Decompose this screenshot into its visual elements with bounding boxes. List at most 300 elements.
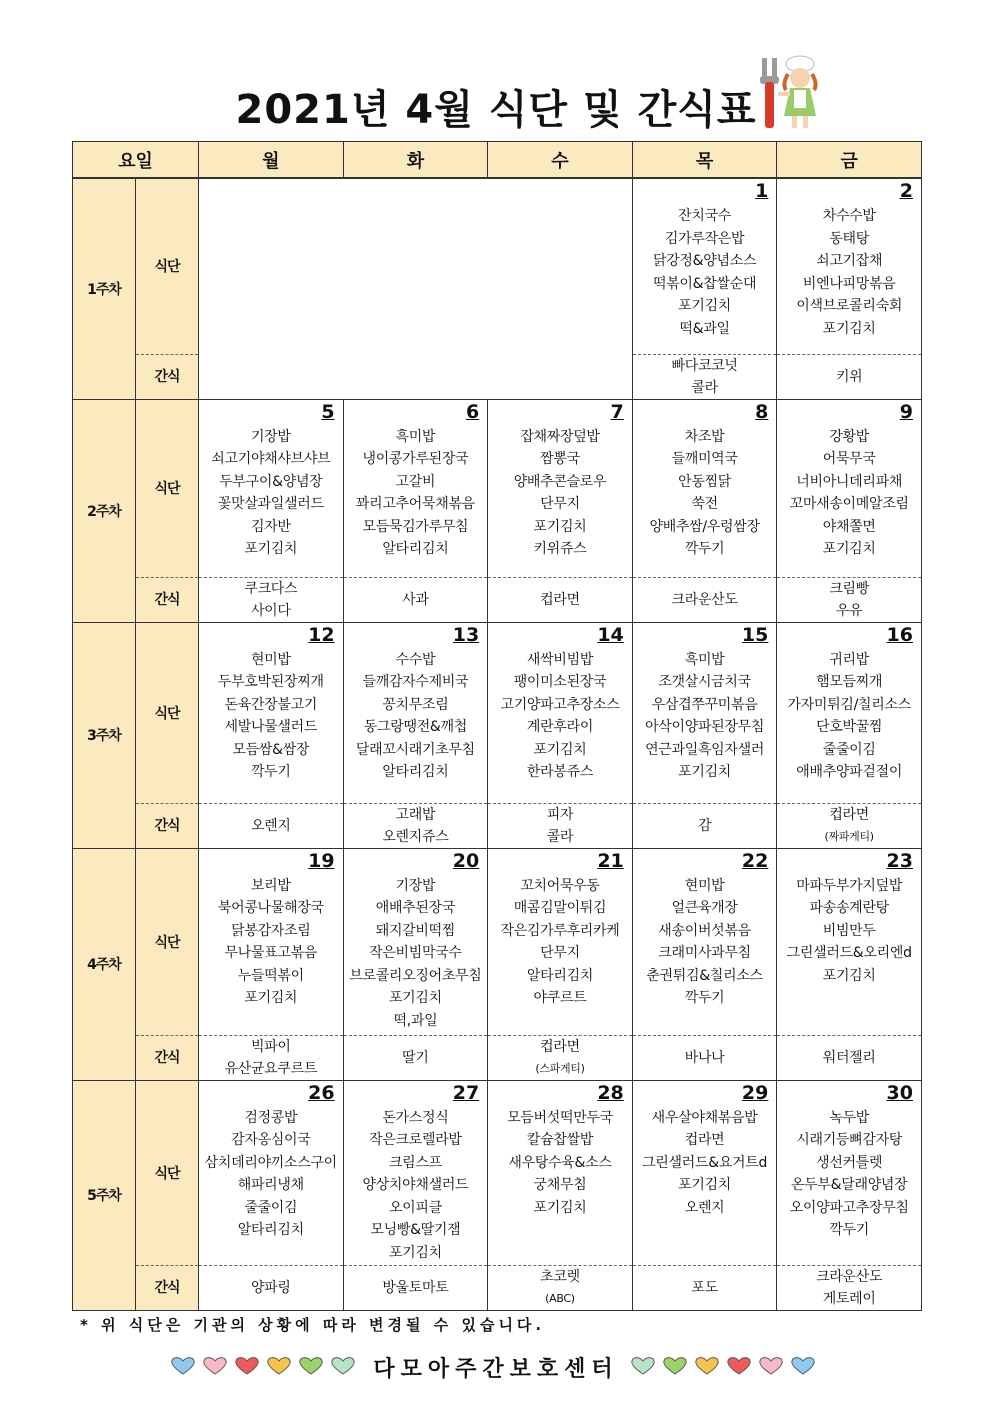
day-meal-cell — [199, 399, 344, 577]
meal-item: 짬뽕국 — [540, 451, 580, 467]
meal-item: 들깨미역국 — [671, 451, 738, 467]
meal-item: 알타리김치 — [382, 764, 449, 780]
meal-item: 단호박꿀찜 — [816, 719, 883, 735]
meal-item: 닭강정&양념소스 — [652, 253, 757, 269]
meal-item: 포기김치 — [244, 990, 298, 1006]
week-meal-row — [73, 178, 922, 354]
meal-item: 생선커틀렛 — [816, 1154, 883, 1171]
day-meal-cell — [343, 622, 488, 803]
meal-item: 계란후라이 — [526, 719, 594, 735]
meal-item: 크림스프 — [388, 1154, 442, 1171]
day-snack-cell — [199, 803, 344, 848]
meal-item: 너비아니데리파채 — [796, 473, 903, 490]
week-label: 1주차 — [73, 178, 136, 399]
date-value: 1 — [755, 180, 769, 202]
date-value: 22 — [741, 849, 769, 872]
date-value: 2 — [899, 180, 913, 202]
meal-item: 북어콩나물해장국 — [217, 900, 324, 916]
day-meal-cell — [632, 622, 777, 803]
meal-item: 포기김치 — [822, 320, 876, 337]
date-value: 26 — [308, 1081, 335, 1104]
week-label: 5주차 — [73, 1080, 136, 1310]
meal-item: 깍두기 — [250, 764, 291, 780]
snack-item: 워터젤리 — [822, 1049, 876, 1066]
menu-table — [72, 141, 922, 1311]
chef-girl-illustration — [752, 54, 832, 132]
week-snack-row — [73, 1035, 922, 1080]
meal-item: 포기김치 — [822, 541, 876, 557]
date-number — [344, 400, 488, 426]
week-label: 2주차 — [73, 399, 136, 622]
meal-item: 쇠고기야채샤브샤브 — [211, 451, 331, 467]
snack-item: 방울토마토 — [382, 1279, 449, 1296]
meal-item: 삼치데리야끼소스구이 — [204, 1154, 337, 1171]
header-fri: 금 — [777, 142, 922, 179]
date-number — [488, 1081, 632, 1107]
meal-item: 어묵무국 — [822, 451, 876, 467]
meal-items — [633, 205, 777, 340]
meal-item: 알타리김치 — [237, 1222, 304, 1238]
meal-item: 아삭이양파된장무침 — [645, 719, 765, 735]
day-snack-cell — [343, 803, 488, 848]
meal-item: 포기김치 — [533, 518, 587, 535]
snack-item: 바나나 — [684, 1049, 725, 1066]
day-meal-cell — [777, 622, 922, 803]
date-number — [777, 623, 921, 649]
week-label: 4주차 — [73, 848, 136, 1080]
meal-item: 포기김치 — [678, 1177, 732, 1193]
meal-item: 꽃맛살과일샐러드 — [217, 496, 324, 512]
meal-item: 우삼겹쭈꾸미볶음 — [651, 696, 758, 713]
meal-item: 모듬버섯떡만두국 — [507, 1109, 613, 1126]
meal-item: 조갯살시금치국 — [658, 674, 751, 690]
meal-item: 시래기등뼈감자탕 — [796, 1132, 903, 1148]
meal-item: 포기김치 — [533, 741, 587, 758]
date-number — [488, 849, 632, 875]
meal-item: 두부호박된장찌개 — [217, 674, 324, 690]
meal-items — [199, 1107, 343, 1242]
day-snack-cell — [343, 1035, 488, 1080]
meal-item: 꽁치무조림 — [382, 696, 449, 713]
meal-item: 잡채짜장덮밥 — [520, 428, 600, 445]
meal-item: 그린샐러드&요거트d — [642, 1154, 768, 1171]
date-value: 15 — [741, 623, 769, 646]
date-value: 16 — [886, 623, 913, 646]
meal-item: 크래미사과무침 — [658, 945, 751, 961]
day-meal-cell — [199, 622, 344, 803]
day-snack-cell — [632, 1035, 777, 1080]
meal-label: 식단 — [136, 399, 199, 577]
day-snack-cell — [777, 1265, 922, 1310]
meal-item: 양상치야채샐러드 — [362, 1177, 469, 1193]
day-snack-cell — [343, 577, 488, 622]
snack-item: 고래밥 — [395, 806, 436, 823]
day-meal-cell — [632, 848, 777, 1035]
snack-item: 크라운산도 — [816, 1268, 883, 1285]
day-snack-cell — [632, 577, 777, 622]
date-number — [344, 1081, 488, 1107]
meal-item: 새우살야채볶음밥 — [651, 1109, 758, 1126]
snack-item: 감 — [697, 817, 712, 834]
heart-icon — [758, 1356, 784, 1376]
date-number — [777, 849, 921, 875]
snack-item: 우유 — [835, 602, 863, 619]
meal-item: 매콤김말이튀김 — [513, 900, 607, 916]
heart-icon — [234, 1356, 260, 1376]
date-value: 28 — [597, 1081, 624, 1104]
snack-item: 컵라면 — [540, 1038, 580, 1055]
meal-item: 감자옹심이국 — [231, 1132, 311, 1148]
heart-icon — [630, 1356, 656, 1376]
snack-item: 컵라면 — [540, 591, 580, 608]
date-number — [777, 1081, 921, 1107]
date-value: 27 — [452, 1081, 480, 1104]
meal-item: 깍두기 — [684, 990, 725, 1006]
meal-item: 팽이미소된장국 — [513, 674, 607, 690]
date-value: 30 — [886, 1081, 913, 1104]
week-meal-row — [73, 622, 922, 803]
meal-item: 흑미밥 — [684, 651, 725, 668]
meal-items — [777, 649, 921, 784]
day-snack-cell — [199, 1035, 344, 1080]
meal-item: 꽈리고추어묵채볶음 — [355, 496, 475, 512]
day-meal-cell — [343, 1080, 488, 1265]
day-snack-cell — [777, 803, 922, 848]
snack-item: (ABC) — [545, 1291, 575, 1305]
meal-item: 냉이콩가루된장국 — [362, 451, 469, 467]
meal-item: 작은비빔막국수 — [369, 945, 462, 961]
meal-item: 무나물표고볶음 — [224, 945, 318, 961]
hearts-left — [170, 1356, 362, 1380]
day-meal-cell — [777, 848, 922, 1035]
meal-item: 들깨감자수제비국 — [362, 674, 469, 690]
meal-items — [633, 649, 777, 784]
hearts-right — [630, 1356, 822, 1380]
day-snack-cell — [199, 1265, 344, 1310]
heart-icon — [298, 1356, 324, 1376]
snack-item: 크림빵 — [829, 580, 869, 597]
footer — [0, 1352, 992, 1383]
meal-item: 브로콜리오징어초무침 — [349, 967, 482, 984]
day-meal-cell — [632, 399, 777, 577]
snack-item: 빅파이 — [250, 1038, 291, 1055]
snack-item: 키위 — [835, 368, 863, 385]
meal-items — [488, 649, 632, 784]
week-snack-row — [73, 1265, 922, 1310]
snack-label: 간식 — [136, 1265, 199, 1310]
snack-item: 양파링 — [250, 1279, 291, 1296]
meal-item: 포기김치 — [533, 1199, 587, 1216]
day-snack-cell — [632, 1265, 777, 1310]
day-meal-cell — [343, 848, 488, 1035]
meal-item: 양배추콘슬로우 — [513, 473, 607, 490]
meal-item: 기장밥 — [250, 428, 291, 445]
meal-item: 김자반 — [250, 518, 291, 535]
meal-item: 현미밥 — [250, 651, 291, 668]
meal-item: 두부구이&양념장 — [219, 473, 323, 490]
date-number — [199, 849, 343, 875]
meal-item: 잔치국수 — [678, 208, 732, 224]
meal-item: 양배추쌈/우렁쌈장 — [649, 518, 760, 535]
date-number — [488, 400, 632, 426]
snack-item: 딸기 — [402, 1049, 429, 1066]
header-wed: 수 — [488, 142, 633, 179]
date-number — [777, 179, 921, 205]
heart-icon — [330, 1356, 356, 1376]
meal-item: 차조밥 — [684, 428, 725, 445]
meal-items — [633, 426, 777, 561]
meal-label: 식단 — [136, 848, 199, 1035]
snack-item: 유산균요쿠르트 — [224, 1060, 318, 1077]
date-value: 9 — [899, 400, 913, 423]
meal-item: 춘권튀김&칠리소스 — [646, 967, 763, 984]
date-number — [633, 179, 777, 205]
day-meal-cell — [199, 1080, 344, 1265]
snack-item: 쿠크다스 — [244, 580, 298, 597]
day-meal-cell — [777, 1080, 922, 1265]
snack-label: 간식 — [136, 803, 199, 848]
date-number — [199, 623, 343, 649]
snack-item: 포도 — [691, 1279, 718, 1296]
meal-item: 포기김치 — [244, 541, 298, 557]
meal-items — [199, 875, 343, 1010]
day-snack-cell — [632, 354, 777, 399]
meal-item: 기장밥 — [395, 877, 436, 894]
meal-item: 그린샐러드&오리엔d — [786, 945, 912, 961]
meal-item: 연근과일흑임자샐러 — [645, 741, 765, 758]
meal-item: 동태탕 — [829, 230, 869, 247]
snack-item: 오렌지 — [250, 817, 291, 834]
day-snack-cell — [199, 577, 344, 622]
meal-items — [488, 426, 632, 561]
meal-item: 줄줄이김 — [822, 741, 876, 758]
meal-item: 고갈비 — [395, 473, 436, 490]
meal-label: 식단 — [136, 1080, 199, 1265]
snack-item: 빠다코코넛 — [671, 357, 738, 374]
snack-label: 간식 — [136, 1035, 199, 1080]
meal-item: 포기김치 — [388, 1244, 442, 1261]
meal-item: 작은김가루후리카케 — [500, 922, 620, 939]
meal-item: 강황밥 — [829, 428, 869, 445]
meal-items — [488, 875, 632, 1010]
snack-item: 크라운산도 — [671, 591, 738, 608]
heart-icon — [202, 1356, 228, 1376]
meal-label: 식단 — [136, 622, 199, 803]
meal-items — [344, 649, 488, 784]
heart-icon — [694, 1356, 720, 1376]
notice-text: * 위 식단은 기관의 상황에 따라 변경될 수 있습니다. — [80, 1316, 546, 1334]
meal-items — [777, 426, 921, 561]
center-name: 다모아주간보호센터 — [373, 1357, 619, 1382]
meal-item: 오이피클 — [388, 1199, 442, 1216]
date-value: 21 — [597, 849, 624, 872]
day-snack-cell — [488, 1035, 633, 1080]
meal-item: 안동찜닭 — [678, 473, 732, 490]
day-meal-cell — [632, 178, 777, 354]
week-meal-row — [73, 399, 922, 577]
meal-item: 가자미튀김/칠리소스 — [787, 696, 911, 713]
meal-item: 세발나물샐러드 — [224, 719, 318, 735]
meal-item: 달래꼬시래기초무침 — [355, 741, 475, 758]
snack-item: 피자 — [546, 806, 574, 823]
snack-item: 사이다 — [250, 602, 291, 619]
meal-item: 차수수밥 — [822, 208, 876, 224]
date-value: 14 — [597, 623, 624, 646]
snack-item: (짜파게티) — [824, 829, 874, 843]
snack-label: 간식 — [136, 354, 199, 399]
meal-item: 쇠고기잡채 — [816, 253, 883, 269]
meal-item: 떡,과일 — [393, 1012, 438, 1029]
header-thu: 목 — [632, 142, 777, 179]
meal-item: 보리밥 — [250, 877, 291, 894]
meal-item: 궁채무침 — [533, 1177, 587, 1193]
day-meal-cell — [199, 848, 344, 1035]
week-meal-row — [73, 1080, 922, 1265]
day-snack-cell — [488, 577, 633, 622]
meal-items — [777, 205, 921, 340]
meal-items — [199, 426, 343, 561]
meal-item: 포기김치 — [388, 990, 442, 1006]
meal-item: 한라봉쥬스 — [526, 764, 594, 780]
day-meal-cell — [488, 1080, 633, 1265]
empty-days-cell — [199, 178, 633, 399]
meal-item: 새싹비빔밥 — [526, 651, 594, 668]
meal-item: 깍두기 — [829, 1222, 869, 1238]
date-number — [488, 623, 632, 649]
meal-item: 녹두밥 — [829, 1109, 869, 1126]
meal-item: 쑥전 — [691, 496, 718, 512]
date-value: 7 — [610, 400, 624, 423]
meal-item: 떡볶이&찹쌀순대 — [652, 275, 757, 292]
meal-items — [633, 875, 777, 1010]
date-number — [633, 1081, 777, 1107]
meal-item: 키위쥬스 — [533, 541, 587, 557]
meal-item: 모듬쌈&쌈장 — [232, 741, 310, 758]
meal-item: 야쿠르트 — [533, 990, 587, 1006]
day-snack-cell — [632, 803, 777, 848]
date-number — [199, 1081, 343, 1107]
date-value: 23 — [886, 849, 913, 872]
meal-items — [344, 875, 488, 1033]
date-value: 13 — [452, 623, 480, 646]
meal-item: 돈가스정식 — [382, 1109, 449, 1126]
meal-item: 모듬묵김가루무침 — [362, 518, 469, 535]
heart-icon — [726, 1356, 752, 1376]
day-snack-cell — [343, 1265, 488, 1310]
date-value: 19 — [308, 849, 335, 872]
date-value: 20 — [452, 849, 480, 872]
meal-items — [344, 1107, 488, 1265]
meal-item: 오렌지 — [684, 1199, 725, 1216]
day-snack-cell — [488, 1265, 633, 1310]
day-meal-cell — [343, 399, 488, 577]
date-value: 6 — [465, 400, 480, 423]
meal-item: 떡&과일 — [679, 320, 730, 337]
heart-icon — [662, 1356, 688, 1376]
date-number — [633, 623, 777, 649]
meal-item: 귀리밥 — [829, 651, 869, 668]
meal-item: 돼지갈비떡찜 — [375, 922, 456, 939]
header-row — [73, 142, 922, 179]
meal-item: 애배추된장국 — [375, 900, 456, 916]
meal-items — [777, 1107, 921, 1242]
meal-item: 검정콩밥 — [244, 1109, 298, 1126]
snack-item: 오렌지쥬스 — [382, 828, 449, 845]
meal-item: 얼큰육개장 — [671, 900, 738, 916]
meal-item: 마파두부가지덮밥 — [796, 877, 903, 894]
meal-item: 단무지 — [540, 496, 580, 512]
meal-item: 작은크로렐라밥 — [369, 1132, 462, 1148]
day-meal-cell — [488, 622, 633, 803]
snack-item: (스파게티) — [535, 1061, 585, 1075]
snack-item: 컵라면 — [829, 806, 869, 823]
meal-item: 모닝빵&딸기잼 — [370, 1222, 461, 1238]
meal-items — [344, 426, 488, 561]
meal-item: 이색브로콜리숙회 — [796, 298, 903, 314]
week-label: 3주차 — [73, 622, 136, 848]
meal-items — [488, 1107, 632, 1220]
snack-label: 간식 — [136, 577, 199, 622]
meal-item: 파송송계란탕 — [809, 900, 889, 916]
meal-item: 야채쫄면 — [822, 518, 876, 535]
meal-item: 온두부&달래양념장 — [790, 1177, 908, 1193]
header-weekday: 요일 — [73, 142, 199, 179]
day-snack-cell — [777, 1035, 922, 1080]
date-number — [344, 849, 488, 875]
date-value: 29 — [741, 1081, 769, 1104]
meal-item: 비엔나피망볶음 — [802, 275, 896, 292]
page-title: 2021년 4월 식단 및 간식표 — [235, 87, 757, 133]
meal-item: 단무지 — [540, 945, 580, 961]
meal-items — [777, 875, 921, 988]
meal-item: 햄모듬찌개 — [816, 674, 883, 690]
date-value: 5 — [321, 400, 335, 423]
week-snack-row — [73, 577, 922, 622]
date-number — [777, 400, 921, 426]
meal-item: 알타리김치 — [526, 967, 594, 984]
meal-item: 오이양파고추장무침 — [789, 1199, 909, 1216]
day-meal-cell — [488, 399, 633, 577]
heart-icon — [790, 1356, 816, 1376]
meal-item: 포기김치 — [678, 298, 732, 314]
date-number — [199, 400, 343, 426]
meal-item: 애배추양파겉절이 — [796, 764, 903, 780]
meal-item: 닭봉감자조림 — [231, 922, 311, 939]
meal-item: 꼬마새송이메알조림 — [789, 496, 909, 512]
meal-item: 새우탕수육&소스 — [508, 1154, 612, 1171]
day-snack-cell — [488, 803, 633, 848]
meal-item: 꼬치어묵우동 — [520, 877, 600, 894]
week-snack-row — [73, 803, 922, 848]
date-value: 8 — [755, 400, 769, 423]
day-meal-cell — [488, 848, 633, 1035]
date-value: 12 — [308, 623, 335, 646]
day-snack-cell — [777, 577, 922, 622]
day-meal-cell — [777, 178, 922, 354]
snack-item: 콜라 — [691, 379, 718, 396]
meal-item: 칼슘찹쌀밥 — [526, 1132, 594, 1148]
meal-item: 돈육간장불고기 — [224, 696, 318, 713]
meal-item: 줄줄이김 — [244, 1199, 298, 1216]
snack-item: 초코렛 — [540, 1268, 580, 1285]
meal-item: 새송이버섯볶음 — [658, 922, 751, 939]
meal-item: 컵라면 — [684, 1132, 725, 1148]
meal-item: 해파리냉채 — [237, 1177, 304, 1193]
snack-item: 게토레이 — [822, 1290, 876, 1307]
meal-items — [633, 1107, 777, 1220]
meal-item: 누들떡볶이 — [237, 967, 304, 984]
date-number — [633, 849, 777, 875]
